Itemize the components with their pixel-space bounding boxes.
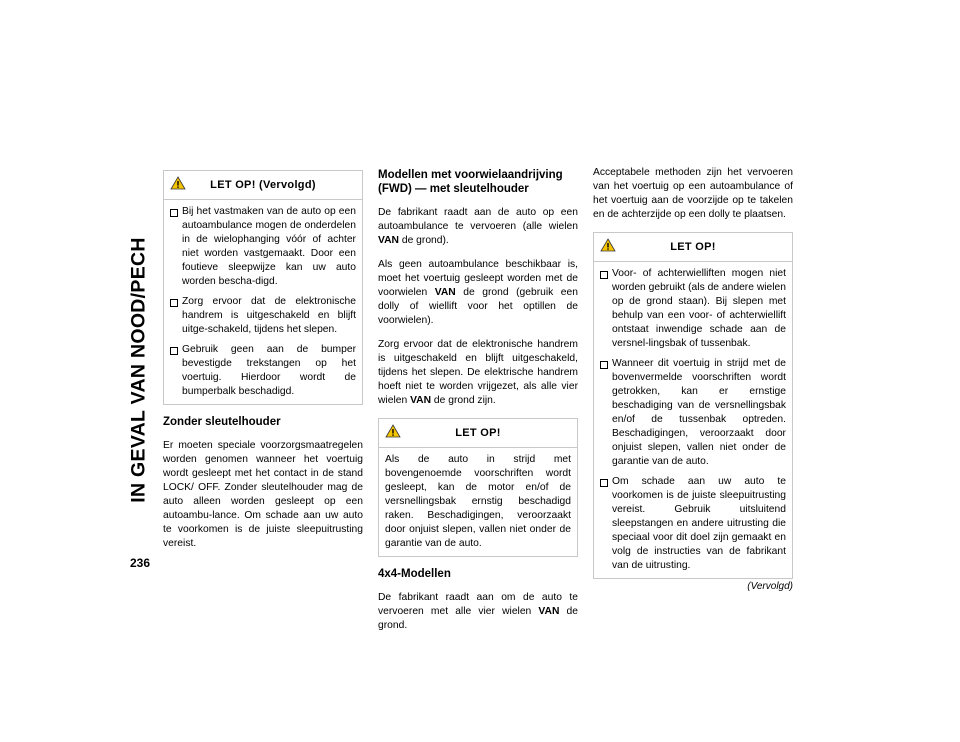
bullet-square-icon [170, 209, 178, 217]
emphasis-van: VAN [538, 606, 560, 617]
text-run: de grond). [398, 235, 449, 246]
body-paragraph: Er moeten speciale voorzorgsmaatregelen worden genomen wanneer het voertuig wordt gesleept met het contact in de stand LOCK/ OFF. Zonder sleutelhouder mag de auto alleen worden gesleept op een autoambu-lance. Om schade aan uw auto te voorkomen is de juiste sleepuitrusting vereist. [163, 440, 363, 549]
bullet-square-icon [170, 347, 178, 355]
text-run: Zorg ervoor dat de elektronische handrem is uitgeschakeld en blijft uitgeschakeld, tijdens het slepen. De elektrische handrem hoeft niet te worden vrijgezet, als alle vier wielen [378, 339, 578, 406]
warning-list-item [600, 267, 786, 351]
bullet-square-icon [170, 299, 178, 307]
warning-body [379, 448, 577, 556]
column-1 [163, 170, 363, 561]
warning-title: LET OP! [455, 427, 501, 439]
text-run: de grond (gebruik een dolly of wiellift voor het optillen de voorwielen). [378, 287, 578, 326]
warning-title: LET OP! [670, 241, 716, 253]
subsection-heading: 4x4-Modellen [378, 568, 451, 580]
body-paragraph [378, 338, 578, 408]
section-heading: Modellen met voorwielaandrijving (FWD) — met sleutelhouder [378, 169, 563, 195]
body-paragraph: Acceptabele methoden zijn het vervoeren van het voertuig op een autoambulance of het voertuig aan de voorzijde op te takelen en de achterzijde op een dolly te plaatsen. [593, 167, 793, 220]
side-section-title [124, 160, 154, 580]
bullet-square-icon [600, 271, 608, 279]
warning-list-item [170, 343, 356, 399]
warning-header [164, 171, 362, 200]
text-run: de grond zijn. [431, 395, 496, 406]
bullet-square-icon [600, 361, 608, 369]
warning-list [600, 267, 786, 573]
continued-label: (Vervolgd) [747, 581, 793, 592]
warning-item-text: Voor- of achterwielliften mogen niet worden gebruikt (als de andere wielen op de grond staan). Bij slepen met behulp van een voor- of achterwiellift ontstaat inwendige schade aan de versnel-lingsbak of tussenbak. [612, 268, 787, 349]
warning-item-text: Bij het vastmaken van de auto op een autoambulance mogen de onderdelen in de wielophanging vóór of achter niet worden vastgemaakt. Door een foutieve sleepwijze kan uw auto worden bescha-digd. [182, 206, 356, 287]
body-paragraph [378, 258, 578, 328]
warning-title: LET OP! (Vervolgd) [210, 179, 316, 191]
warning-list-item [600, 475, 786, 573]
warning-item-text: Om schade aan uw auto te voorkomen is de juiste sleepuitrusting vereist. Gebruik uitsluitend sleepstangen en andere uitrusting die speciaal voor dit doel zijn gemaakt en volg de instructies van de fabrikant van de uitrusting. [612, 476, 786, 571]
column-2 [378, 168, 578, 643]
warning-item-text: Gebruik geen aan de bumper bevestigde trekstangen op het voertuig. Hierdoor wordt de bumperbalk beschadigd. [182, 344, 356, 397]
section-heading: Zonder sleutelhouder [163, 416, 281, 428]
emphasis-van: VAN [410, 395, 432, 406]
warning-item-text: Wanneer dit voertuig in strijd met de bovenvermelde voorschriften wordt getrokken, kan er ernstige beschadiging van de versnellingsbak en/of de tussenbak optreden. Beschadigingen, veroorzaakt door onjuist slepen, vallen niet onder de garantie van de auto. [612, 358, 786, 467]
text-run: de grond. [378, 606, 578, 631]
text-run: De fabrikant raadt aan de auto op een autoambulance te vervoeren (alle wielen [378, 207, 578, 232]
warning-body [164, 200, 362, 404]
warning-list-item [170, 205, 356, 289]
warning-box [378, 418, 578, 557]
text-run: Als geen autoambulance beschikbaar is, moet het voertuig gesleept worden met de voorwielen [378, 259, 578, 298]
page-number: 236 [130, 556, 151, 570]
bullet-square-icon [600, 479, 608, 487]
warning-box [593, 232, 793, 579]
text-run: De fabrikant raadt aan om de auto te vervoeren met alle vier wielen [378, 592, 578, 617]
warning-header [594, 233, 792, 262]
warning-list-item [600, 357, 786, 469]
warning-box-continued [163, 170, 363, 405]
body-paragraph [378, 591, 578, 633]
warning-item-text: Zorg ervoor dat de elektronische handrem is uitgeschakeld en blijft uitge-schakeld, tijdens het slepen. [182, 296, 356, 335]
side-section-title-text: IN GEVAL VAN NOOD/PECH [127, 237, 150, 503]
body-paragraph [378, 206, 578, 248]
warning-body [594, 262, 792, 578]
emphasis-van: VAN [378, 235, 399, 246]
warning-text: Als de auto in strijd met bovengenoemde voorschriften wordt gesleept, kan de motor en/of de versnellingsbak ernstig beschadigd raken. Beschadigingen, veroorzaakt door onjuist slepen, vallen niet onder de garantie van de auto. [385, 454, 571, 549]
column-3 [593, 166, 793, 594]
emphasis-van: VAN [434, 287, 456, 298]
warning-list [170, 205, 356, 399]
warning-list-item [170, 295, 356, 337]
warning-header [379, 419, 577, 448]
